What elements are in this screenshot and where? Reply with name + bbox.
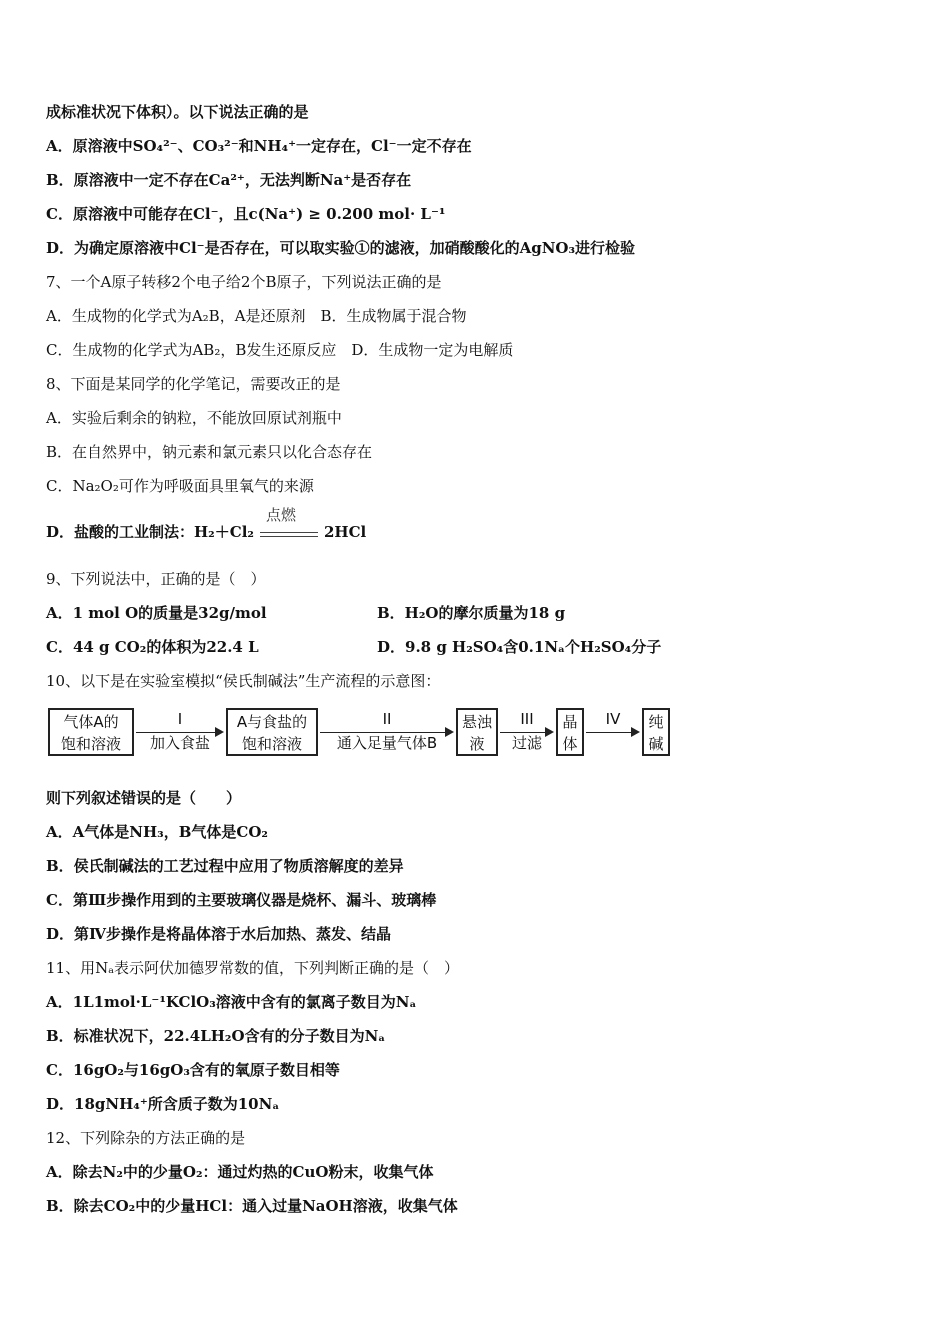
question-12-option-b: B．除去CO₂中的少量HCl：通入过量NaOH溶液，收集气体 (46, 1197, 458, 1215)
question-11: 11、用Nₐ表示阿伏加德罗常数的值，下列判断正确的是（ ） (46, 959, 460, 977)
flow-box-line: 纯 (648, 713, 664, 731)
question-8-option-a: A．实验后剩余的钠粒，不能放回原试剂瓶中 (46, 409, 342, 427)
flow-box-suspension (456, 708, 498, 756)
question-9-option-c: C．44 g CO₂的体积为22.4 L (46, 638, 259, 656)
question-11-option-d: D．18gNH₄⁺所含质子数为10Nₐ (46, 1095, 280, 1113)
flow-box-line: 饱和溶液 (60, 735, 121, 753)
question-11-option-a: A．1L1mol·L⁻¹KClO₃溶液中含有的氯离子数目为Nₐ (46, 993, 417, 1011)
question-9-option-b: B．H₂O的摩尔质量为18 g (377, 604, 566, 622)
step-label: 通入足量气体B (336, 734, 438, 752)
flow-step-3 (500, 708, 554, 756)
flow-step-2 (320, 708, 454, 756)
step-number: III (520, 710, 534, 728)
step-label: 加入食盐 (149, 734, 210, 752)
question-8-option-b: B．在自然界中，钠元素和氯元素只以化合态存在 (46, 443, 373, 461)
process-flow-diagram (48, 708, 670, 760)
step-number: I (177, 710, 183, 728)
step-number: II (382, 710, 392, 728)
question-11-option-c: C．16gO₂与16gO₃含有的氧原子数目相等 (46, 1061, 340, 1079)
text-line: 成标准状况下体积）。以下说法正确的是 (46, 103, 309, 121)
option-b: B．原溶液中一定不存在Ca²⁺，无法判断Na⁺是否存在 (46, 171, 412, 189)
question-9-option-a: A．1 mol O的质量是32g/mol (46, 604, 267, 622)
question-8: 8、下面是某同学的化学笔记，需要改正的是 (46, 375, 341, 393)
question-12-option-a: A．除去N₂中的少量O₂：通过灼热的CuO粉末，收集气体 (46, 1163, 434, 1181)
flow-box-line: 体 (562, 735, 578, 753)
flow-box-line: A与食盐的 (236, 713, 308, 731)
flow-box-gas-a-solution (48, 708, 134, 756)
option-c: C．原溶液中可能存在Cl⁻，且c(Na⁺) ≥ 0.200 mol· L⁻¹ (46, 205, 446, 223)
option-d: D．为确定原溶液中Cl⁻是否存在，可以取实验①的滤液，加硝酸酸化的AgNO₃进行检验 (46, 239, 636, 257)
question-7-options-ab: A．生成物的化学式为A₂B，A是还原剂 B．生成物属于混合物 (46, 307, 467, 325)
flow-box-line: 碱 (648, 735, 664, 753)
question-9: 9、下列说法中，正确的是（ ） (46, 570, 266, 588)
flow-box-line: 晶 (562, 713, 578, 731)
equation-reactants: D．盐酸的工业制法：H₂＋Cl₂ (46, 523, 254, 541)
question-10-option-b: B．侯氏制碱法的工艺过程中应用了物质溶解度的差异 (46, 857, 404, 875)
reaction-condition-label: 点燃 (265, 506, 296, 524)
question-12: 12、下列除杂的方法正确的是 (46, 1129, 246, 1147)
flow-box-line: 液 (469, 735, 485, 753)
question-10: 10、以下是在实验室模拟“侯氏制碱法”生产流程的示意图： (46, 672, 441, 690)
flow-step-4 (586, 708, 640, 756)
arrow-head-icon (545, 727, 554, 737)
flow-step-1 (136, 708, 224, 756)
arrow-head-icon (215, 727, 224, 737)
equation-product: 2HCl (323, 523, 367, 541)
arrow-head-icon (445, 727, 454, 737)
flow-box-line: 气体A的 (63, 713, 119, 731)
flow-box-line: 饱和溶液 (241, 735, 302, 753)
question-10-option-a: A．A气体是NH₃，B气体是CO₂ (46, 823, 268, 841)
question-8-option-d (46, 506, 367, 543)
flow-box-soda-ash (642, 708, 670, 756)
step-number: IV (605, 710, 621, 728)
arrow-head-icon (631, 727, 640, 737)
step-label: 过滤 (511, 734, 542, 752)
question-7-options-cd: C．生成物的化学式为AB₂，B发生还原反应 D．生成物一定为电解质 (46, 341, 514, 359)
flow-box-a-salt-solution (226, 708, 318, 756)
question-7: 7、一个A原子转移2个电子给2个B原子，下列说法正确的是 (46, 273, 442, 291)
flow-box-line: 悬浊 (461, 713, 492, 731)
question-10-option-d: D．第Ⅳ步操作是将晶体溶于水后加热、蒸发、结晶 (46, 925, 392, 943)
flow-box-crystal (556, 708, 584, 756)
question-10-stem: 则下列叙述错误的是（ ） (46, 789, 242, 807)
question-9-option-d: D．9.8 g H₂SO₄含0.1Nₐ个H₂SO₄分子 (377, 638, 662, 656)
reaction-condition (260, 506, 318, 543)
question-11-option-b: B．标准状况下，22.4LH₂O含有的分子数目为Nₐ (46, 1027, 386, 1045)
option-a: A．原溶液中SO₄²⁻、CO₃²⁻和NH₄⁺一定存在，Cl⁻一定不存在 (46, 137, 472, 155)
question-10-option-c: C．第Ⅲ步操作用到的主要玻璃仪器是烧杯、漏斗、玻璃棒 (46, 891, 437, 909)
question-8-option-c: C．Na₂O₂可作为呼吸面具里氧气的来源 (46, 477, 314, 495)
